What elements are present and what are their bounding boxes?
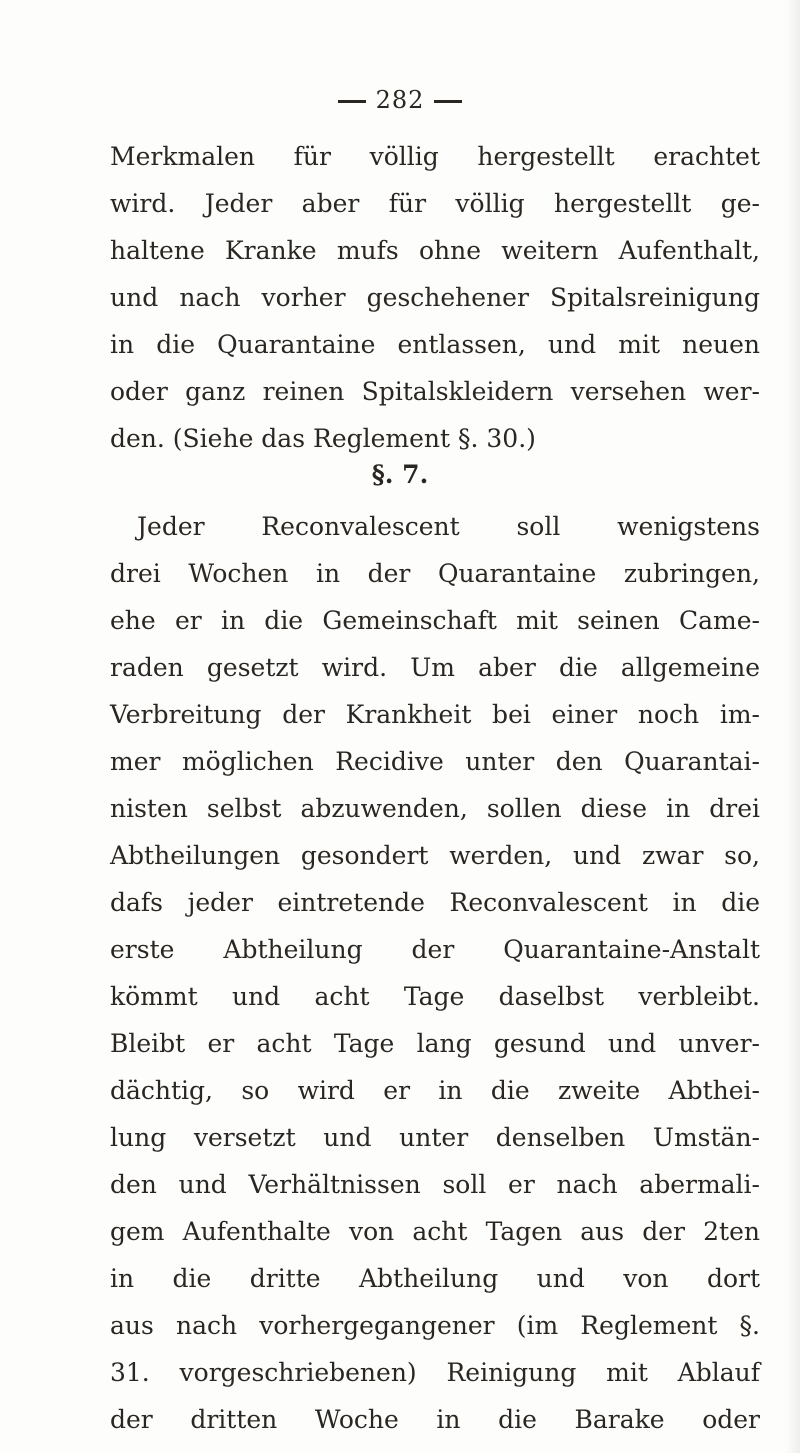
text-line: erste Abtheilung der Quarantaine-Anstalt [110,935,760,964]
page-number: 282 [375,86,425,114]
text-line: in die dritte Abtheilung und von dort [110,1264,760,1293]
text-line: ehe er in die Gemeinschaft mit seinen Came- [110,606,760,635]
text-line: dafs jeder eintretende Reconvalescent in die [110,888,760,917]
text-line: Verbreitung der Krankheit bei einer noch im- [110,700,760,729]
text-line: lung versetzt und unter denselben Umstän- [110,1123,760,1152]
text-line: aus nach vorhergegangener (im Reglement §. [110,1311,760,1340]
page-header [0,86,800,114]
text-line: der dritten Woche in die Barake oder [110,1405,760,1434]
header-dash-right [434,100,462,103]
header-dash-left [338,100,366,103]
text-line: oder ganz reinen Spitalskleidern versehen wer- [110,377,760,406]
text-line: raden gesetzt wird. Um aber die allgemeine [110,653,760,682]
text-line: haltene Kranke mufs ohne weitern Aufenthalt, [110,236,760,265]
text-line: Merkmalen für völlig hergestellt erachtet [110,142,760,171]
text-line: drei Wochen in der Quarantaine zubringen, [110,559,760,588]
text-line: mer möglichen Recidive unter den Quarantai- [110,747,760,776]
text-line: kömmt und acht Tage daselbst verbleibt. [110,982,760,1011]
text-line: Abtheilungen gesondert werden, und zwar so, [110,841,760,870]
section-heading: §. 7. [371,460,429,489]
text-line: den und Verhältnissen soll er nach abermali- [110,1170,760,1199]
text-line: dächtig, so wird er in die zweite Abthei- [110,1076,760,1105]
text-line: gem Aufenthalte von acht Tagen aus der 2ten [110,1217,760,1246]
text-line: 31. vorgeschriebenen) Reinigung mit Ablauf [110,1358,760,1387]
text-line: nisten selbst abzuwenden, sollen diese in drei [110,794,760,823]
text-line: den. (Siehe das Reglement §. 30.) [110,424,536,453]
page-edge-shadow [786,0,800,1453]
text-line: Bleibt er acht Tage lang gesund und unver- [110,1029,760,1058]
text-line: Jeder Reconvalescent soll wenigstens [137,512,760,541]
text-line: wird. Jeder aber für völlig hergestellt ge- [110,189,760,218]
text-line: und nach vorher geschehener Spitalsreinigung [110,283,760,312]
text-line: in die Quarantaine entlassen, und mit neuen [110,330,760,359]
